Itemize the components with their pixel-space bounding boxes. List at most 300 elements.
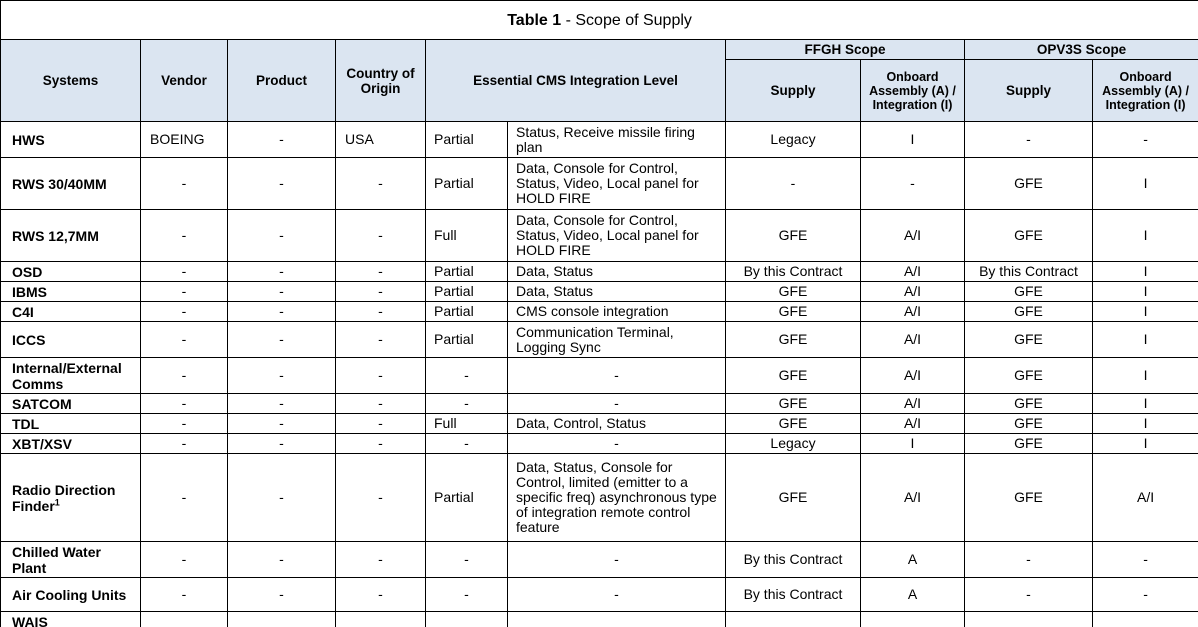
- table-row: [1, 434, 1198, 454]
- country-text: -: [378, 435, 383, 451]
- system-cell: [1, 612, 141, 627]
- ffgh-onboard-cell: [861, 302, 965, 322]
- product-cell: [228, 578, 336, 612]
- system-cell: [1, 262, 141, 282]
- ffgh-supply-cell: [726, 454, 861, 542]
- integration-description-cell: [508, 322, 726, 358]
- opv-supply-cell: [965, 394, 1093, 414]
- product-text: -: [279, 175, 284, 191]
- system-cell: [1, 302, 141, 322]
- product-cell: [228, 454, 336, 542]
- vendor-cell: [141, 394, 228, 414]
- integration-level-cell: [426, 454, 508, 542]
- vendor-text: -: [181, 489, 187, 505]
- ffgh-onboard-text: A/I: [903, 367, 922, 383]
- ffgh-onboard-cell: [861, 358, 965, 394]
- ffgh-supply-text: GFE: [778, 283, 808, 299]
- vendor-text: -: [181, 175, 187, 191]
- product-text: -: [279, 227, 284, 243]
- opv-onboard-cell: [1093, 210, 1198, 262]
- table-row: [1, 302, 1198, 322]
- ffgh-supply-text: GFE: [778, 395, 808, 411]
- opv-supply-text: GFE: [1014, 303, 1043, 319]
- opv-onboard-text: I: [1143, 227, 1148, 243]
- opv-onboard-cell: [1093, 282, 1198, 302]
- ffgh-supply-cell: [726, 158, 861, 210]
- opv-onboard-text: A/I: [1136, 489, 1155, 505]
- system-cell: [1, 122, 141, 158]
- opv-onboard-text: I: [1143, 331, 1148, 347]
- system-cell: [1, 414, 141, 434]
- ffgh-onboard-text: A/I: [903, 415, 922, 431]
- integration-level-text: Full: [434, 227, 457, 243]
- ffgh-supply-cell: [726, 542, 861, 578]
- opv-supply-cell: [965, 434, 1093, 454]
- vendor-text: -: [181, 283, 187, 299]
- country-text: -: [378, 367, 383, 383]
- ffgh-supply-cell: [726, 612, 861, 627]
- ffgh-onboard-cell: [861, 414, 965, 434]
- integration-level-cell: [426, 210, 508, 262]
- opv-supply-text: GFE: [1014, 367, 1043, 383]
- integration-description-cell: [508, 262, 726, 282]
- table-row: [1, 122, 1198, 158]
- header-country: Country of Origin: [336, 40, 426, 122]
- integration-description-text: -: [614, 395, 619, 411]
- vendor-cell: [141, 414, 228, 434]
- vendor-cell: [141, 434, 228, 454]
- opv-supply-text: GFE: [1014, 283, 1043, 299]
- vendor-cell: [141, 454, 228, 542]
- opv-onboard-cell: [1093, 578, 1198, 612]
- country-cell: [336, 414, 426, 434]
- opv-onboard-cell: [1093, 262, 1198, 282]
- opv-onboard-text: -: [1143, 131, 1148, 147]
- integration-level-text: Partial: [434, 489, 474, 505]
- ffgh-supply-cell: [726, 282, 861, 302]
- opv-supply-text: -: [1026, 551, 1031, 567]
- ffgh-onboard-text: A/I: [903, 489, 922, 505]
- product-text: -: [279, 395, 284, 411]
- product-cell: [228, 210, 336, 262]
- ffgh-onboard-cell: [861, 578, 965, 612]
- ffgh-supply-text: GFE: [778, 303, 808, 319]
- system-cell: [1, 158, 141, 210]
- header-systems: Systems: [1, 40, 141, 122]
- ffgh-onboard-text: A/I: [903, 263, 922, 279]
- opv-onboard-cell: [1093, 434, 1198, 454]
- header-opv-onboard: Onboard Assembly (A) / Integration (I): [1093, 60, 1198, 122]
- ffgh-supply-text: GFE: [778, 415, 808, 431]
- vendor-cell: [141, 122, 228, 158]
- country-cell: [336, 612, 426, 627]
- opv-supply-text: -: [1026, 586, 1031, 602]
- ffgh-supply-text: Legacy: [770, 131, 816, 147]
- integration-level-text: -: [464, 586, 469, 602]
- product-cell: [228, 542, 336, 578]
- opv-onboard-cell: [1093, 394, 1198, 414]
- country-text: -: [378, 263, 383, 279]
- product-text: -: [279, 331, 284, 347]
- integration-description-cell: [508, 158, 726, 210]
- integration-description-text: Data, Status: [516, 263, 594, 279]
- vendor-text: -: [181, 395, 187, 411]
- product-cell: [228, 358, 336, 394]
- ffgh-onboard-text: A: [907, 586, 918, 602]
- product-cell: [228, 282, 336, 302]
- ffgh-onboard-text: A/I: [903, 395, 922, 411]
- ffgh-supply-cell: [726, 578, 861, 612]
- ffgh-onboard-cell: [861, 542, 965, 578]
- country-text: USA: [345, 131, 374, 147]
- header-ffgh-onboard: Onboard Assembly (A) / Integration (I): [861, 60, 965, 122]
- integration-description-text: -: [614, 367, 619, 383]
- country-text: -: [378, 489, 383, 505]
- opv-onboard-cell: [1093, 454, 1198, 542]
- ffgh-onboard-text: A/I: [903, 227, 922, 243]
- ffgh-onboard-text: -: [910, 175, 915, 191]
- ffgh-supply-text: GFE: [778, 367, 808, 383]
- integration-description-text: Data, Status: [516, 283, 594, 299]
- integration-description-text: Status, Receive missile firing plan: [516, 123, 695, 155]
- integration-description-cell: [508, 578, 726, 612]
- opv-supply-text: By this Contract: [979, 263, 1078, 279]
- integration-level-cell: [426, 262, 508, 282]
- system-text: Air Cooling Units: [12, 586, 127, 603]
- country-cell: [336, 122, 426, 158]
- product-text: -: [279, 435, 284, 451]
- table-row: [1, 358, 1198, 394]
- integration-description-text: -: [614, 435, 619, 451]
- vendor-text: -: [181, 263, 187, 279]
- integration-level-text: -: [464, 435, 469, 451]
- integration-level-text: -: [464, 367, 469, 383]
- header-opv-supply: Supply: [965, 60, 1093, 122]
- ffgh-onboard-cell: [861, 454, 965, 542]
- vendor-cell: [141, 210, 228, 262]
- vendor-cell: [141, 542, 228, 578]
- table-row: [1, 322, 1198, 358]
- ffgh-supply-text: By this Contract: [743, 263, 843, 279]
- ffgh-onboard-cell: [861, 158, 965, 210]
- opv-supply-cell: [965, 282, 1093, 302]
- opv-supply-text: GFE: [1014, 227, 1043, 243]
- integration-level-text: Partial: [434, 131, 474, 147]
- system-text: TDL: [12, 415, 40, 432]
- opv-onboard-text: -: [1143, 551, 1148, 567]
- opv-supply-cell: [965, 358, 1093, 394]
- vendor-text: BOEING: [150, 131, 205, 147]
- header-ffgh-scope: FFGH Scope: [726, 40, 965, 60]
- table-row: [1, 262, 1198, 282]
- country-cell: [336, 578, 426, 612]
- vendor-cell: [141, 282, 228, 302]
- header-product: Product: [228, 40, 336, 122]
- ffgh-supply-cell: [726, 394, 861, 414]
- opv-supply-cell: [965, 612, 1093, 627]
- country-text: -: [378, 175, 383, 191]
- ffgh-onboard-cell: [861, 282, 965, 302]
- header-ffgh-supply: Supply: [726, 60, 861, 122]
- ffgh-supply-cell: [726, 322, 861, 358]
- ffgh-onboard-cell: [861, 434, 965, 454]
- ffgh-onboard-cell: [861, 612, 965, 627]
- vendor-cell: [141, 612, 228, 627]
- country-cell: [336, 302, 426, 322]
- table-row: [1, 282, 1198, 302]
- product-cell: [228, 414, 336, 434]
- opv-supply-cell: [965, 454, 1093, 542]
- vendor-cell: [141, 578, 228, 612]
- product-cell: [228, 302, 336, 322]
- header-opv-scope: OPV3S Scope: [965, 40, 1198, 60]
- system-text: WAIS: [12, 613, 48, 627]
- integration-description-text: -: [614, 586, 619, 602]
- vendor-cell: [141, 262, 228, 282]
- product-cell: [228, 322, 336, 358]
- opv-supply-text: GFE: [1014, 435, 1043, 451]
- country-text: -: [378, 415, 383, 431]
- system-text: RWS 30/40MM: [12, 175, 107, 192]
- country-cell: [336, 282, 426, 302]
- ffgh-supply-text: -: [790, 175, 796, 191]
- product-text: -: [279, 415, 284, 431]
- country-text: -: [378, 586, 383, 602]
- product-text: -: [279, 367, 284, 383]
- country-text: -: [378, 303, 383, 319]
- system-cell: [1, 210, 141, 262]
- opv-onboard-cell: [1093, 414, 1198, 434]
- opv-supply-text: GFE: [1014, 415, 1043, 431]
- integration-level-cell: [426, 434, 508, 454]
- product-text: -: [279, 283, 284, 299]
- opv-onboard-text: I: [1143, 435, 1148, 451]
- ffgh-onboard-cell: [861, 122, 965, 158]
- integration-level-text: Partial: [434, 263, 474, 279]
- ffgh-supply-cell: [726, 302, 861, 322]
- opv-onboard-text: I: [1143, 175, 1148, 191]
- country-cell: [336, 454, 426, 542]
- integration-description-cell: [508, 434, 726, 454]
- integration-level-cell: [426, 282, 508, 302]
- ffgh-supply-text: GFE: [778, 331, 808, 347]
- system-cell: [1, 454, 141, 542]
- footnote-marker: 1: [54, 496, 60, 507]
- country-cell: [336, 394, 426, 414]
- opv-onboard-cell: [1093, 302, 1198, 322]
- integration-description-cell: [508, 210, 726, 262]
- ffgh-supply-cell: [726, 122, 861, 158]
- vendor-cell: [141, 322, 228, 358]
- opv-supply-text: -: [1026, 131, 1031, 147]
- country-cell: [336, 262, 426, 282]
- table-row: [1, 158, 1198, 210]
- vendor-text: -: [181, 227, 187, 243]
- opv-supply-text: GFE: [1014, 489, 1043, 505]
- opv-onboard-cell: [1093, 358, 1198, 394]
- country-text: -: [378, 283, 383, 299]
- table-body: [1, 122, 1198, 627]
- ffgh-supply-cell: [726, 358, 861, 394]
- system-text: SATCOM: [12, 395, 72, 412]
- table-row: [1, 210, 1198, 262]
- vendor-text: -: [181, 586, 187, 602]
- integration-description-text: Data, Status, Console for Control, limited (emitter to a specific freq) asynchronous type of integration remote control feature: [516, 459, 717, 535]
- ffgh-supply-text: Legacy: [770, 435, 816, 451]
- integration-level-cell: [426, 394, 508, 414]
- system-cell: [1, 394, 141, 414]
- ffgh-onboard-text: A: [907, 551, 918, 567]
- opv-supply-cell: [965, 122, 1093, 158]
- integration-level-text: Partial: [434, 303, 474, 319]
- vendor-text: -: [181, 331, 187, 347]
- system-text: Chilled Water Plant: [12, 543, 101, 576]
- opv-supply-cell: [965, 210, 1093, 262]
- system-cell: [1, 322, 141, 358]
- table-row: [1, 542, 1198, 578]
- integration-level-cell: [426, 578, 508, 612]
- system-text: HWS: [12, 131, 45, 148]
- integration-level-text: Partial: [434, 283, 474, 299]
- integration-description-text: -: [614, 551, 619, 567]
- integration-description-cell: [508, 612, 726, 627]
- integration-level-text: -: [464, 551, 469, 567]
- system-cell: [1, 434, 141, 454]
- product-cell: [228, 612, 336, 627]
- vendor-cell: [141, 358, 228, 394]
- country-text: -: [378, 551, 383, 567]
- product-text: -: [279, 489, 284, 505]
- integration-level-text: -: [464, 395, 469, 411]
- integration-description-text: Data, Console for Control, Status, Video, Local panel for HOLD FIRE: [516, 212, 699, 258]
- integration-description-text: Data, Control, Status: [516, 415, 646, 431]
- ffgh-onboard-cell: [861, 210, 965, 262]
- opv-supply-text: GFE: [1014, 331, 1043, 347]
- system-text: C4I: [12, 303, 34, 320]
- system-cell: [1, 358, 141, 394]
- opv-supply-cell: [965, 578, 1093, 612]
- system-text: OSD: [12, 263, 43, 280]
- country-cell: [336, 434, 426, 454]
- system-text: IBMS: [12, 283, 47, 300]
- country-cell: [336, 358, 426, 394]
- integration-level-cell: [426, 302, 508, 322]
- table-row: [1, 414, 1198, 434]
- integration-description-cell: [508, 454, 726, 542]
- integration-description-cell: [508, 302, 726, 322]
- ffgh-supply-text: GFE: [778, 489, 808, 505]
- vendor-cell: [141, 158, 228, 210]
- opv-onboard-cell: [1093, 542, 1198, 578]
- vendor-text: -: [181, 303, 187, 319]
- country-cell: [336, 158, 426, 210]
- integration-description-cell: [508, 542, 726, 578]
- table-row: [1, 578, 1198, 612]
- opv-onboard-text: I: [1143, 263, 1148, 279]
- product-text: -: [279, 551, 284, 567]
- ffgh-supply-cell: [726, 210, 861, 262]
- table-row: [1, 394, 1198, 414]
- system-text: Internal/External Comms: [12, 359, 122, 392]
- integration-description-cell: [508, 282, 726, 302]
- opv-onboard-text: I: [1143, 283, 1148, 299]
- ffgh-onboard-cell: [861, 262, 965, 282]
- table-row: [1, 612, 1198, 627]
- product-text: -: [279, 263, 284, 279]
- system-cell: [1, 578, 141, 612]
- integration-description-cell: [508, 358, 726, 394]
- ffgh-supply-cell: [726, 434, 861, 454]
- ffgh-onboard-cell: [861, 322, 965, 358]
- vendor-text: -: [181, 551, 187, 567]
- system-text: ICCS: [12, 331, 46, 348]
- country-cell: [336, 322, 426, 358]
- product-text: -: [279, 131, 284, 147]
- system-text: Radio Direction Finder: [12, 481, 116, 514]
- opv-onboard-text: I: [1143, 415, 1148, 431]
- ffgh-supply-text: By this Contract: [743, 551, 843, 567]
- product-cell: [228, 158, 336, 210]
- integration-description-cell: [508, 414, 726, 434]
- vendor-text: -: [181, 415, 187, 431]
- opv-supply-cell: [965, 262, 1093, 282]
- opv-supply-text: GFE: [1014, 175, 1043, 191]
- opv-supply-cell: [965, 302, 1093, 322]
- table-row: [1, 454, 1198, 542]
- opv-onboard-cell: [1093, 322, 1198, 358]
- integration-level-cell: [426, 122, 508, 158]
- opv-onboard-cell: [1093, 158, 1198, 210]
- country-text: -: [378, 227, 383, 243]
- integration-description-cell: [508, 394, 726, 414]
- ffgh-onboard-text: A/I: [903, 303, 922, 319]
- integration-level-text: Full: [434, 415, 457, 431]
- ffgh-supply-text: By this Contract: [743, 586, 843, 602]
- opv-supply-text: GFE: [1014, 395, 1043, 411]
- opv-onboard-cell: [1093, 122, 1198, 158]
- product-cell: [228, 262, 336, 282]
- country-cell: [336, 210, 426, 262]
- table-title: [1, 1, 1198, 40]
- integration-description-text: Communication Terminal, Logging Sync: [516, 323, 674, 355]
- opv-supply-cell: [965, 414, 1093, 434]
- vendor-cell: [141, 302, 228, 322]
- opv-onboard-text: I: [1143, 395, 1148, 411]
- table-title-text: - Scope of Supply: [561, 11, 692, 29]
- integration-level-cell: [426, 158, 508, 210]
- country-text: -: [378, 331, 383, 347]
- integration-level-cell: [426, 358, 508, 394]
- ffgh-onboard-text: A/I: [903, 331, 922, 347]
- country-cell: [336, 542, 426, 578]
- header-cms-integration: Essential CMS Integration Level: [426, 40, 726, 122]
- vendor-text: -: [181, 367, 187, 383]
- table-title-number: Table 1: [507, 11, 562, 29]
- system-text: RWS 12,7MM: [12, 227, 99, 244]
- product-text: -: [279, 303, 284, 319]
- integration-level-cell: [426, 612, 508, 627]
- integration-description-cell: [508, 122, 726, 158]
- integration-description-text: CMS console integration: [516, 303, 669, 319]
- opv-onboard-cell: [1093, 612, 1198, 627]
- ffgh-supply-text: GFE: [778, 227, 808, 243]
- integration-level-cell: [426, 414, 508, 434]
- product-cell: [228, 434, 336, 454]
- opv-onboard-text: -: [1143, 586, 1148, 602]
- integration-level-cell: [426, 322, 508, 358]
- opv-supply-cell: [965, 158, 1093, 210]
- opv-supply-cell: [965, 542, 1093, 578]
